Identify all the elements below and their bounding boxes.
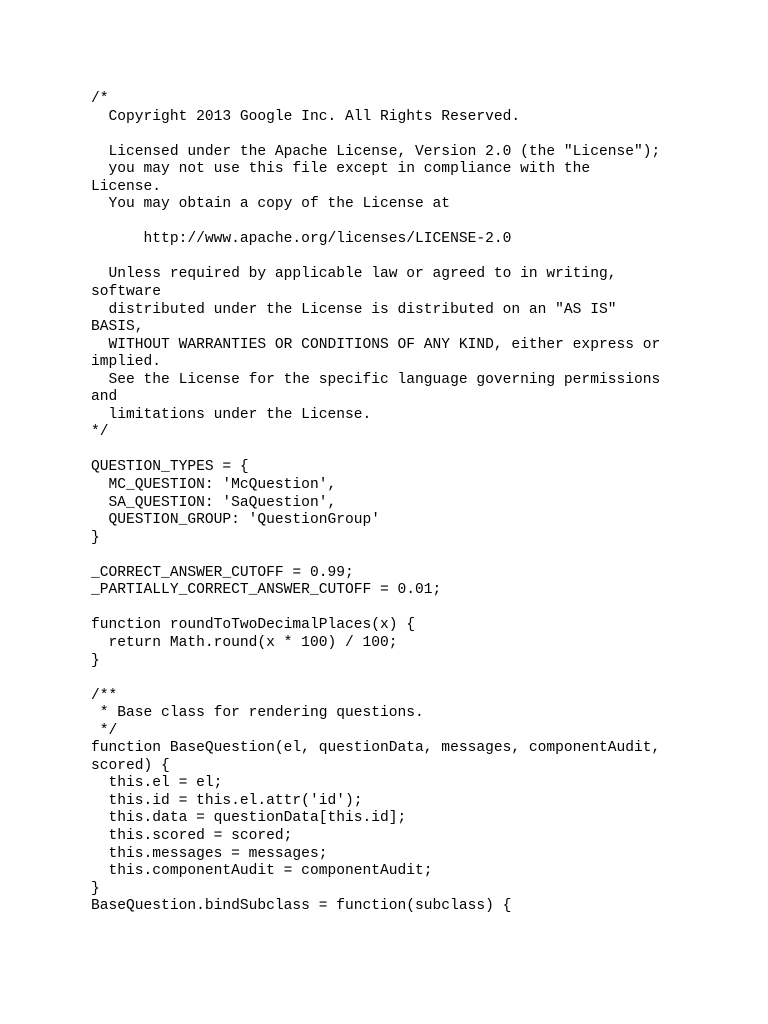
code-line: [91, 442, 691, 460]
code-line: /*: [91, 91, 109, 107]
code-line: BaseQuestion.bindSubclass = function(subclass) {: [91, 898, 512, 915]
code-line: }: [91, 529, 100, 546]
code-line: distributed under the License is distributed on an "AS IS": [91, 301, 617, 318]
code-line: software: [91, 284, 162, 301]
code-line: _PARTIALLY_CORRECT_ANSWER_CUTOFF = 0.01;: [91, 582, 442, 599]
code-line: Unless required by applicable law or agreed to in writing,: [91, 266, 617, 283]
code-line: this.el = el;: [91, 775, 223, 792]
code-line: this.id = this.el.attr('id');: [91, 792, 363, 809]
code-line: _CORRECT_ANSWER_CUTOFF = 0.99;: [91, 564, 354, 581]
code-line: this.componentAudit = componentAudit;: [91, 863, 433, 880]
code-line: [91, 126, 691, 144]
code-line: See the License for the specific language governing permissions: [91, 371, 661, 388]
code-line: /**: [91, 687, 118, 704]
code-line: }: [91, 880, 100, 897]
code-line: [91, 249, 691, 267]
code-line: */: [91, 722, 118, 739]
code-line: function roundToTwoDecimalPlaces(x) {: [91, 617, 416, 634]
code-line: MC_QUESTION: 'McQuestion',: [91, 477, 337, 494]
code-line: */: [91, 424, 109, 441]
code-line: this.scored = scored;: [91, 827, 293, 844]
code-line: [91, 214, 691, 232]
code-line: QUESTION_GROUP: 'QuestionGroup': [91, 512, 381, 529]
code-line: [91, 670, 691, 688]
code-line: WITHOUT WARRANTIES OR CONDITIONS OF ANY KIND, either express or: [91, 336, 661, 353]
code-line: SA_QUESTION: 'SaQuestion',: [91, 494, 337, 511]
code-line: QUESTION_TYPES = {: [91, 459, 249, 476]
code-line: scored) {: [91, 757, 170, 774]
code-line: [91, 600, 691, 618]
code-line: limitations under the License.: [91, 406, 372, 423]
source-code-block: [91, 91, 691, 916]
code-line: you may not use this file except in compliance with the: [91, 161, 591, 178]
code-line: http://www.apache.org/licenses/LICENSE-2.0: [91, 231, 512, 248]
code-line: * Base class for rendering questions.: [91, 705, 424, 722]
code-line: You may obtain a copy of the License at: [91, 196, 451, 213]
code-line: this.messages = messages;: [91, 845, 328, 862]
code-line: }: [91, 652, 100, 669]
code-line: Licensed under the Apache License, Version 2.0 (the "License");: [91, 143, 661, 160]
code-line: BASIS,: [91, 319, 144, 336]
code-line: function BaseQuestion(el, questionData, messages, componentAudit,: [91, 740, 661, 757]
code-line: Copyright 2013 Google Inc. All Rights Reserved.: [91, 108, 521, 125]
code-line: implied.: [91, 354, 162, 371]
code-line: this.data = questionData[this.id];: [91, 810, 407, 827]
code-line: [91, 547, 691, 565]
code-line: and: [91, 389, 118, 406]
code-line: return Math.round(x * 100) / 100;: [91, 634, 398, 651]
code-line: License.: [91, 178, 162, 195]
